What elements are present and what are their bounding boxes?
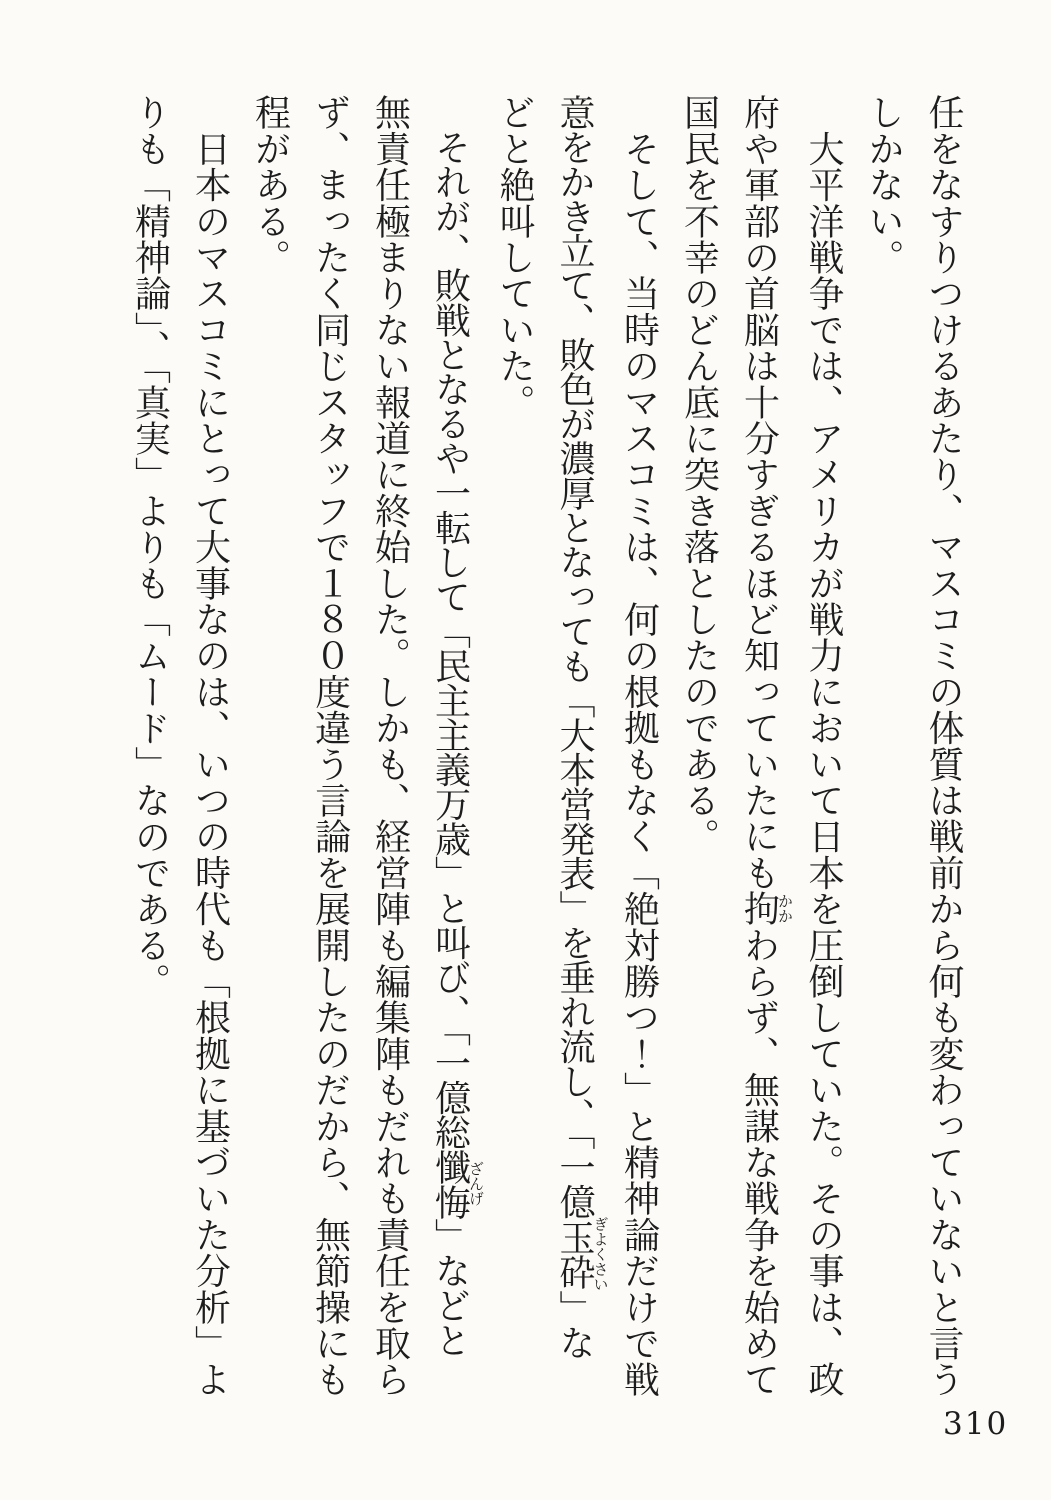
text-line: そして、当時のマスコミは、何の根拠もなく「絶対勝つ！」と精神論だけで戦 <box>618 94 660 1398</box>
text-line: 程がある。 <box>249 94 291 275</box>
furigana: ぎよくさい <box>591 1216 610 1292</box>
text-line: 国民を不幸のどん底に突き落としたのである。 <box>678 94 720 855</box>
furigana: ざんげ <box>467 1148 485 1218</box>
furigana: かか <box>776 890 794 927</box>
text-line: 意をかき立て、敗色が濃厚となっても「大本営発表」を垂れ流し、「一億玉砕ぎよくさい」な <box>554 94 610 1360</box>
text-line: しかない。 <box>863 94 904 275</box>
text-line: 大平洋戦争では、アメリカが戦力において日本を圧倒していた。その事は、政 <box>803 94 844 1398</box>
text-line: ず、まったく同じスタッフで１８０度違う言論を展開したのだから、無節操にも <box>309 94 351 1398</box>
text-line: 府や軍部の首脳は十分すぎるほど知っていたにも拘かかわらず、無謀な戦争を始めて <box>738 94 794 1398</box>
ruby-annotated-word: 拘かか <box>738 890 794 927</box>
vertical-text-block <box>120 94 974 1398</box>
text-line: どと絶叫していた。 <box>494 94 535 420</box>
page-number: 310 <box>943 1406 1009 1442</box>
text-line: それが、敗戦となるや一転して「民主主義万歳」と叫び、「一億総懺悔ざんげ」などと <box>429 94 485 1357</box>
text-line: 日本のマスコミにとって大事なのは、いつの時代も「根拠に基づいた分析」よ <box>189 94 231 1398</box>
text-line: りも「精神論」、「真実」よりも「ムード」なのである。 <box>129 94 171 1000</box>
ruby-annotated-word: 玉砕ぎよくさい <box>554 1216 610 1292</box>
ruby-annotated-word: 懺悔ざんげ <box>429 1148 485 1218</box>
text-line: 無責任極まりない報道に終始した。しかも、経営陣も編集陣もだれも責任を取ら <box>369 94 411 1398</box>
text-line: 任をなすりつけるあたり、マスコミの体質は戦前から何も変わっていないと言う <box>923 94 964 1398</box>
